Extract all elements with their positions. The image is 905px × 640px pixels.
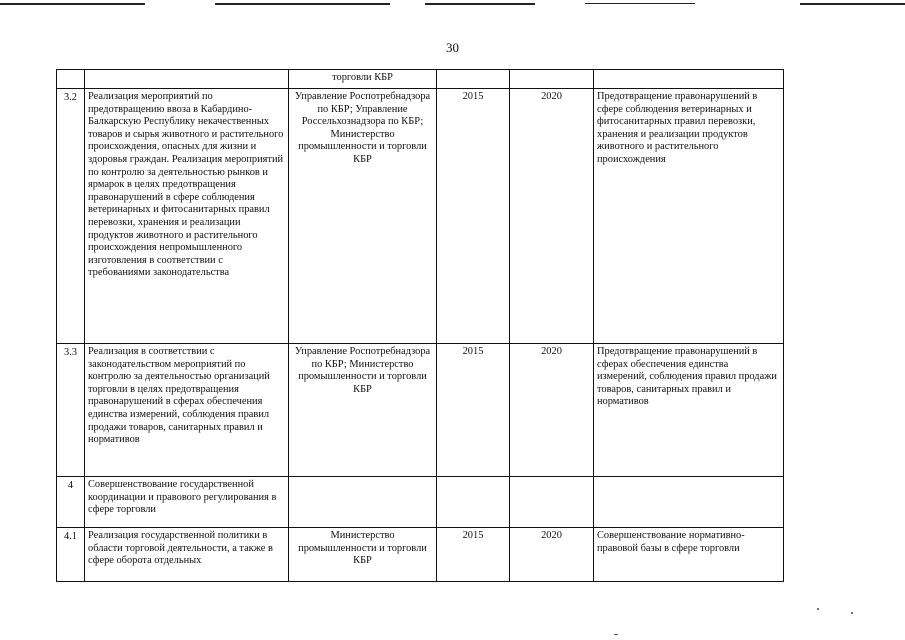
executor-cell: Управление Роспотребнадзора по КБР; Министерство промышленности и торговли КБР <box>289 344 437 477</box>
measure-cell: Совершенствование государственной координации и правового регулирования в сфере торговли <box>85 477 289 528</box>
table-row <box>57 477 784 528</box>
measure-cell <box>85 70 289 89</box>
row-number: 3.2 <box>57 89 85 344</box>
row-number: 4.1 <box>57 528 85 582</box>
end-year-cell <box>510 70 594 89</box>
table-row <box>57 89 784 344</box>
executor-cell: Министерство промышленности и торговли КБР <box>289 528 437 582</box>
start-year-cell: 2015 <box>437 89 510 344</box>
row-number <box>57 70 85 89</box>
scan-edge-line <box>425 3 535 5</box>
executor-cell: торговли КБР <box>289 70 437 89</box>
scan-edge-line <box>800 3 905 5</box>
start-year-cell: 2015 <box>437 344 510 477</box>
start-year-cell: 2015 <box>437 528 510 582</box>
executor-cell: Управление Роспотребнадзора по КБР; Управление Россельхознадзора по КБР; Министерство промышленности и торговли КБР <box>289 89 437 344</box>
row-number: 3.3 <box>57 344 85 477</box>
scan-edge-line <box>585 3 695 4</box>
start-year-cell <box>437 70 510 89</box>
start-year-cell <box>437 477 510 528</box>
table-row <box>57 528 784 582</box>
result-cell <box>594 477 784 528</box>
end-year-cell <box>510 477 594 528</box>
table-row <box>57 70 784 89</box>
end-year-cell: 2020 <box>510 528 594 582</box>
end-year-cell: 2020 <box>510 344 594 477</box>
scan-edge-line <box>0 3 145 5</box>
measure-cell: Реализация государственной политики в области торговой деятельности, а также в сфере оборота отдельных <box>85 528 289 582</box>
measure-cell: Реализация в соответствии с законодательством мероприятий по контролю за деятельностью организаций торговли в целях предотвращения правонарушений в сферах обеспечения единства измерений, соблюдения правил продажи товаров, санитарных правил и нормативов <box>85 344 289 477</box>
end-year-cell: 2020 <box>510 89 594 344</box>
scan-speck <box>817 608 819 610</box>
result-cell: Предотвращение правонарушений в сферах обеспечения единства измерений, соблюдения правил продажи товаров, санитарных правил и нормативов <box>594 344 784 477</box>
page-number: 30 <box>446 40 459 55</box>
executor-cell <box>289 477 437 528</box>
scan-speck <box>851 612 853 614</box>
result-cell <box>594 70 784 89</box>
result-cell: Совершенствование нормативно-правовой базы в сфере торговли <box>594 528 784 582</box>
table-row <box>57 344 784 477</box>
scan-edge-line <box>215 3 390 5</box>
measure-cell: Реализация мероприятий по предотвращению ввоза в Кабардино-Балкарскую Республику некачественных товаров и сырья животного и растительного происхождения, опасных для жизни и здоровья граждан. Реализация мероприятий по контролю за деятельностью рынков и ярмарок в целях предотвращения правонарушений в сфере соблюдения ветеринарных и фитосанитарных правил перевозки, хранения и реализации продуктов животного и растительного происхождения непромышленного изготовления в соответствии с требованиями законодательства <box>85 89 289 344</box>
scan-speck <box>614 634 618 635</box>
row-number: 4 <box>57 477 85 528</box>
result-cell: Предотвращение правонарушений в сфере соблюдения ветеринарных и фитосанитарных правил перевозки, хранения и реализации продуктов животного и растительного происхождения <box>594 89 784 344</box>
measures-table <box>56 69 784 582</box>
